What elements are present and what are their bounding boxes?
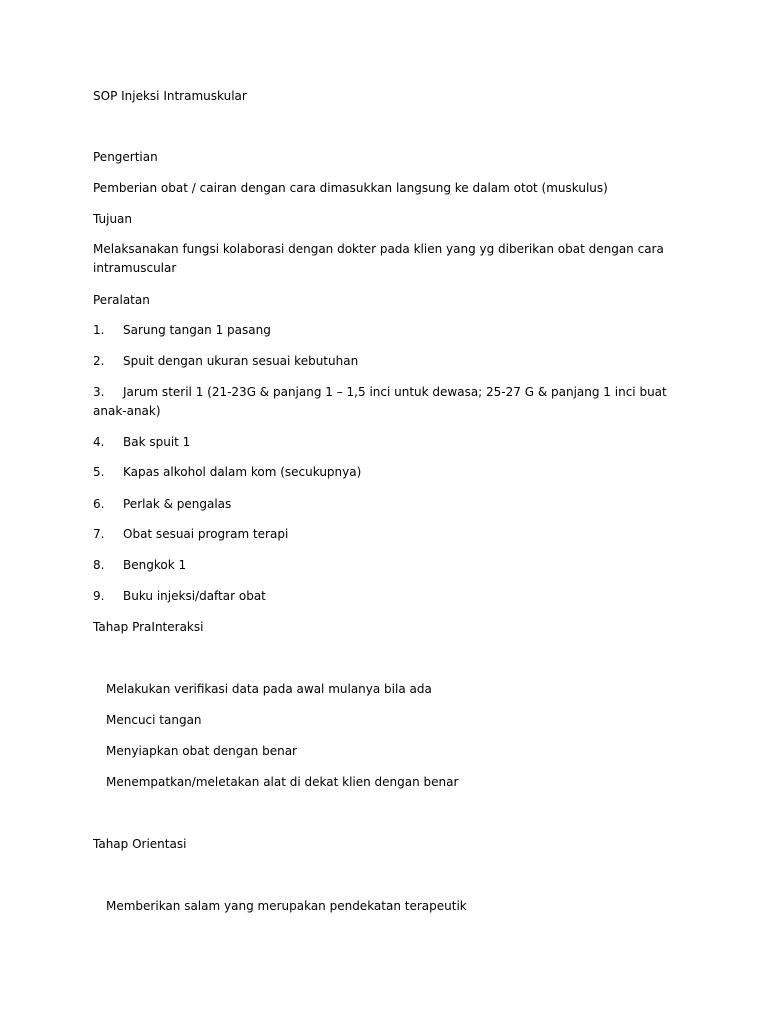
list-item-number: 2.	[93, 354, 105, 368]
list-item	[93, 352, 693, 371]
prainteraksi-step: Menempatkan/meletakan alat di dekat klien dengan benar	[106, 775, 459, 789]
list-item	[93, 433, 693, 452]
list-item	[93, 321, 693, 340]
prainteraksi-step: Melakukan verifikasi data pada awal mulanya bila ada	[106, 682, 432, 696]
list-item-text: Spuit dengan ukuran sesuai kebutuhan	[123, 354, 359, 368]
list-item-number: 7.	[93, 527, 105, 541]
orientasi-step: Memberikan salam yang merupakan pendekatan terapeutik	[106, 899, 467, 913]
tujuan-text: Melaksanakan fungsi kolaborasi dengan dokter pada klien yang yg diberikan obat dengan cara intramuscular	[93, 242, 664, 275]
list-item-text: Bak spuit 1	[123, 435, 191, 449]
section-heading-prainteraksi: Tahap PraInteraksi	[93, 620, 204, 634]
list-item	[93, 556, 693, 575]
list-item-text: Jarum steril 1 (21-23G & panjang 1 – 1,5 inci untuk dewasa; 25-27 G & panjang 1 inci buat anak-anak)	[93, 385, 667, 418]
list-item-number: 5.	[93, 465, 105, 479]
list-item-number: 8.	[93, 558, 105, 572]
list-item	[93, 587, 693, 606]
document-title: SOP Injeksi Intramuskular	[93, 89, 247, 103]
list-item-text: Sarung tangan 1 pasang	[123, 323, 271, 337]
list-item-number: 1.	[93, 323, 105, 337]
list-item-text: Perlak & pengalas	[123, 497, 232, 511]
list-item	[93, 383, 678, 421]
list-item-number: 6.	[93, 497, 105, 511]
list-item-number: 3.	[93, 385, 105, 399]
section-heading-tujuan: Tujuan	[93, 212, 133, 226]
pengertian-text: Pemberian obat / cairan dengan cara dimasukkan langsung ke dalam otot (muskulus)	[93, 181, 608, 195]
list-item-number: 9.	[93, 589, 105, 603]
list-item-text: Kapas alkohol dalam kom (secukupnya)	[123, 465, 362, 479]
list-item-number: 4.	[93, 435, 105, 449]
list-item	[93, 463, 693, 482]
prainteraksi-step: Menyiapkan obat dengan benar	[106, 744, 297, 758]
section-heading-pengertian: Pengertian	[93, 150, 158, 164]
prainteraksi-step: Mencuci tangan	[106, 713, 202, 727]
list-item-text: Bengkok 1	[123, 558, 187, 572]
section-heading-orientasi: Tahap Orientasi	[93, 837, 187, 851]
section-heading-peralatan: Peralatan	[93, 293, 150, 307]
list-item-text: Buku injeksi/daftar obat	[123, 589, 266, 603]
list-item	[93, 495, 693, 514]
list-item	[93, 525, 693, 544]
list-item-text: Obat sesuai program terapi	[123, 527, 289, 541]
